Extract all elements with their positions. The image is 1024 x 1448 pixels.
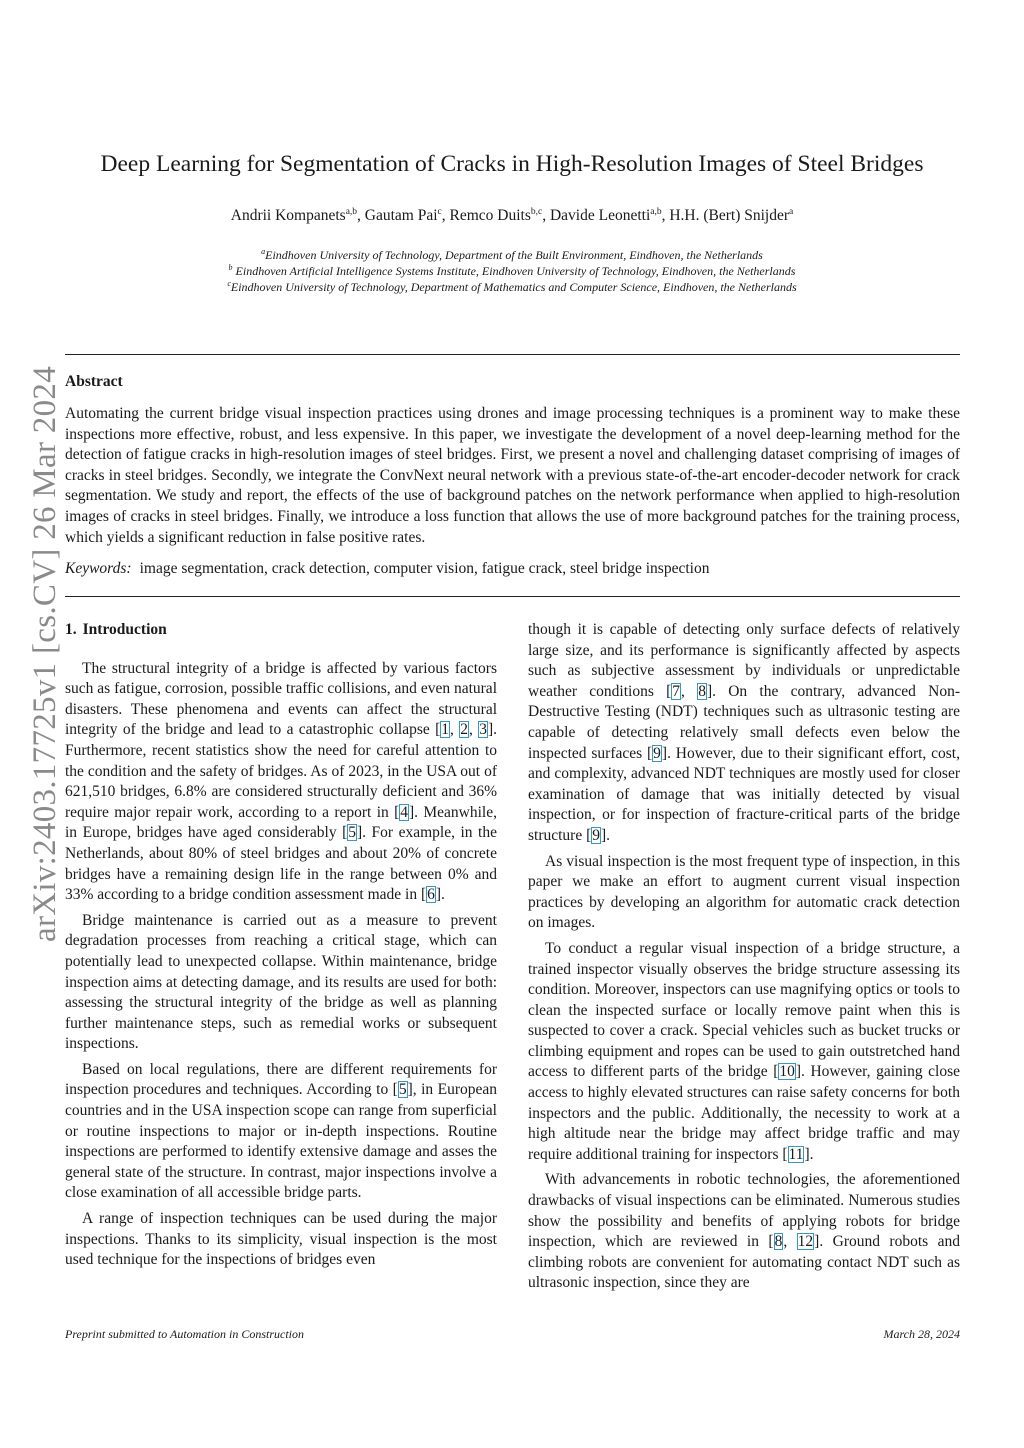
paragraph-text: ]. However, gaining close access to highly elevated structures can raise safety concerns for both inspectors and the public. Additionally, the necessity to work at a high altitude near the bridge may affect bridge traffic and may require additional training for inspectors [ xyxy=(528,1063,960,1163)
affiliation-mark: c xyxy=(227,279,231,288)
citation-link[interactable]: 9 xyxy=(592,826,601,844)
author xyxy=(365,207,450,224)
body-paragraph xyxy=(528,852,960,934)
paragraph-text: , xyxy=(681,682,698,700)
body-paragraph xyxy=(65,911,497,1055)
citation-link[interactable]: 8 xyxy=(774,1233,783,1251)
abstract-heading: Abstract xyxy=(65,373,123,390)
left-paragraphs xyxy=(65,659,497,1271)
column-right xyxy=(528,620,960,1299)
affiliation-mark: b xyxy=(228,263,233,272)
body-paragraph xyxy=(528,1170,960,1294)
author-name: Remco Duits xyxy=(449,207,531,225)
citation-link[interactable]: 1 xyxy=(441,721,450,739)
author-separator: , xyxy=(357,207,365,225)
citation-link[interactable]: 5 xyxy=(348,824,357,842)
body-paragraph xyxy=(65,1209,497,1271)
paragraph-text: To conduct a regular visual inspection of a bridge structure, a trained inspector visually observes the bridge structure assessing its condition. Moreover, inspectors can use magnifying optics or tools to clean the inspected surface or locally remove paint when this is suspected to cover a crack. Special vehicles such as bucket trucks or climbing equipment and ropes can be used to gain outstretched hand access to different parts of the bridge [ xyxy=(528,939,960,1081)
body-paragraph xyxy=(65,1060,497,1204)
author-separator: , xyxy=(661,207,670,225)
affiliation-mark: a xyxy=(261,247,266,256)
paragraph-text: ], in European countries and in the USA inspection scope can range from superficial or routine inspections to major or in-depth inspections. Routine inspections are performed to identify extensive damage and asses the general state of the structure. In contrast, major inspections involve a close examination of all accessible bridge parts. xyxy=(65,1081,497,1202)
body-paragraph xyxy=(528,939,960,1166)
body-paragraph xyxy=(65,659,497,906)
column-left xyxy=(65,620,497,1276)
keywords-label: Keywords: xyxy=(65,560,132,577)
keywords-text: image segmentation, crack detection, computer vision, fatigue crack, steel bridge inspection xyxy=(139,560,710,577)
right-paragraphs xyxy=(528,620,960,1294)
citation-link[interactable]: 6 xyxy=(427,886,435,904)
author-name: Gautam Pai xyxy=(364,207,438,225)
author-affiliation-mark: a,b xyxy=(650,207,662,217)
author-name: Davide Leonetti xyxy=(549,207,651,225)
abstract-divider xyxy=(65,596,960,597)
section-heading xyxy=(65,620,497,641)
affiliation-text: Eindhoven Artificial Intelligence Systems Institute, Eindhoven University of Technology, Eindhoven, the Netherlands xyxy=(232,264,796,278)
paper-title: Deep Learning for Segmentation of Cracks in High-Resolution Images of Steel Bridges xyxy=(100,151,924,177)
affiliation-text: Eindhoven University of Technology, Department of Mathematics and Computer Science, Eindhoven, the Netherlands xyxy=(230,280,797,294)
keywords xyxy=(65,560,960,578)
author xyxy=(550,207,669,224)
affiliation-b xyxy=(0,263,1024,279)
paragraph-text: ]. However, due to their significant effort, cost, and complexity, advanced NDT techniques are mostly used for closer examination of damage that was initially detected by visual inspection, or for inspection of fracture-critical parts of the bridge structure [ xyxy=(528,744,960,844)
paragraph-text: ]. Meanwhile, in Europe, bridges have aged considerably [ xyxy=(65,803,497,842)
section-number: 1. xyxy=(65,621,77,638)
abstract-text: Automating the current bridge visual inspection practices using drones and image processing techniques is a prominent way to make these inspections more effective, robust, and less expensive. In this paper, we investigate the development of a novel deep-learning method for the detection of fatigue cracks in high-resolution images of steel bridges. First, we present a novel and challenging dataset comprising of images of cracks in steel bridges. Secondly, we integrate the ConvNext neural network with a previous state-of-the-art encoder-decoder network for crack segmentation. We study and report, the effects of the use of background patches on the network performance when applied to high-resolution images of cracks in steel bridges. Finally, we introduce a loss function that allows the use of more background patches for the training process, which yields a significant reduction in false positive rates. xyxy=(65,405,960,546)
paragraph-text: , xyxy=(469,721,479,739)
citation-link[interactable]: 2 xyxy=(460,721,468,739)
affiliation-text: Eindhoven University of Technology, Department of the Built Environment, Eindhoven, the Netherlands xyxy=(265,248,763,262)
paragraph-text: ]. xyxy=(601,826,611,844)
section-title: Introduction xyxy=(82,621,167,638)
citation-link[interactable]: 7 xyxy=(672,682,681,700)
affiliation-a xyxy=(0,247,1024,263)
paragraph-text: ]. Ground robots and climbing robots are convenient for automating contact NDT such as ultrasonic inspection, since they are xyxy=(528,1233,960,1292)
author-name: H.H. (Bert) Snijder xyxy=(669,207,790,225)
paragraph-text: ]. Furthermore, recent statistics show the need for careful attention to the condition and the safety of bridges. As of 2023, in the USA out of 621,510 bridges, 6.8% are considered structurally deficient and 36% require major repair work, according to a report in [ xyxy=(65,721,498,821)
citation-link[interactable]: 10 xyxy=(779,1063,795,1081)
paragraph-text: With advancements in robotic technologies, the aforementioned drawbacks of visual inspections can be eliminated. Numerous studies show the possibility and benefits of applying robots for bridge inspection, which are reviewed in [ xyxy=(528,1171,960,1251)
paragraph-text: ]. xyxy=(435,886,445,904)
paragraph-text: ]. xyxy=(804,1145,814,1163)
citation-link[interactable]: 11 xyxy=(788,1145,804,1163)
author-affiliation-mark: c xyxy=(437,207,442,217)
author xyxy=(231,207,365,224)
affiliation-c xyxy=(0,279,1024,295)
paragraph-text: ]. On the contrary, advanced Non-Destructive Testing (NDT) techniques such as ultrasonic testing are capable of detecting relatively small defects even below the inspected surfaces [ xyxy=(528,682,960,762)
citation-link[interactable]: 9 xyxy=(653,744,661,762)
author xyxy=(669,207,793,224)
author-affiliation-mark: a xyxy=(789,207,794,217)
paragraph-text: A range of inspection techniques can be used during the major inspections. Thanks to its simplicity, visual inspection is the most used technique for the inspections of bridges even xyxy=(65,1210,497,1269)
author xyxy=(450,207,550,224)
citation-link[interactable]: 3 xyxy=(479,721,487,739)
author-name: Andrii Kompanets xyxy=(230,207,346,225)
citation-link[interactable]: 12 xyxy=(797,1233,814,1251)
author-separator: , xyxy=(542,207,550,225)
paragraph-text: ]. For example, in the Netherlands, about 80% of steel bridges and about 20% of concrete bridges have a remaining design life in the range between 0% and 33% according to a bridge condition assessment made in [ xyxy=(65,824,497,904)
body-paragraph xyxy=(528,620,960,847)
author-affiliation-mark: a,b xyxy=(345,207,358,217)
citation-link[interactable]: 8 xyxy=(698,682,706,700)
paragraph-text: As visual inspection is the most frequent type of inspection, in this paper we make an effort to augment current visual inspection practices by developing an algorithm for automatic crack detection on images. xyxy=(528,852,960,932)
footer-journal: Preprint submitted to Automation in Construction xyxy=(65,1327,305,1341)
author-separator: , xyxy=(441,207,450,225)
paragraph-text: The structural integrity of a bridge is affected by various factors such as fatigue, corrosion, possible traffic collisions, and even natural disasters. These phenomena and events can affect the structural integrity of the bridge and lead to a catastrophic collapse [ xyxy=(65,659,497,739)
citation-link[interactable]: 4 xyxy=(400,803,409,821)
paragraph-text: Based on local regulations, there are different requirements for inspection procedures and techniques. According to [ xyxy=(65,1060,497,1099)
author-list xyxy=(0,207,1024,225)
top-divider xyxy=(65,354,960,355)
paragraph-text: , xyxy=(450,721,460,739)
paragraph-text: , xyxy=(783,1233,797,1251)
arxiv-identifier: arXiv:2403.17725v1 [cs.CV] 26 Mar 2024 xyxy=(27,366,63,942)
paragraph-text: Bridge maintenance is carried out as a measure to prevent degradation processes from reaching a critical stage, which can potentially lead to unexpected collapse. Within maintenance, bridge inspection aims at detecting damage, and its results are used for both: assessing the structural integrity of the bridge as well as planning further maintenance steps, such as remedial works or subsequent inspections. xyxy=(65,911,497,1053)
paragraph-text: though it is capable of detecting only surface defects of relatively large size, and its performance is significantly affected by aspects such as subjective assessment by individuals or unpredictable weather conditions [ xyxy=(528,621,960,700)
footer-date: March 28, 2024 xyxy=(883,1327,960,1341)
author-affiliation-mark: b,c xyxy=(530,207,543,217)
citation-link[interactable]: 5 xyxy=(398,1081,407,1099)
